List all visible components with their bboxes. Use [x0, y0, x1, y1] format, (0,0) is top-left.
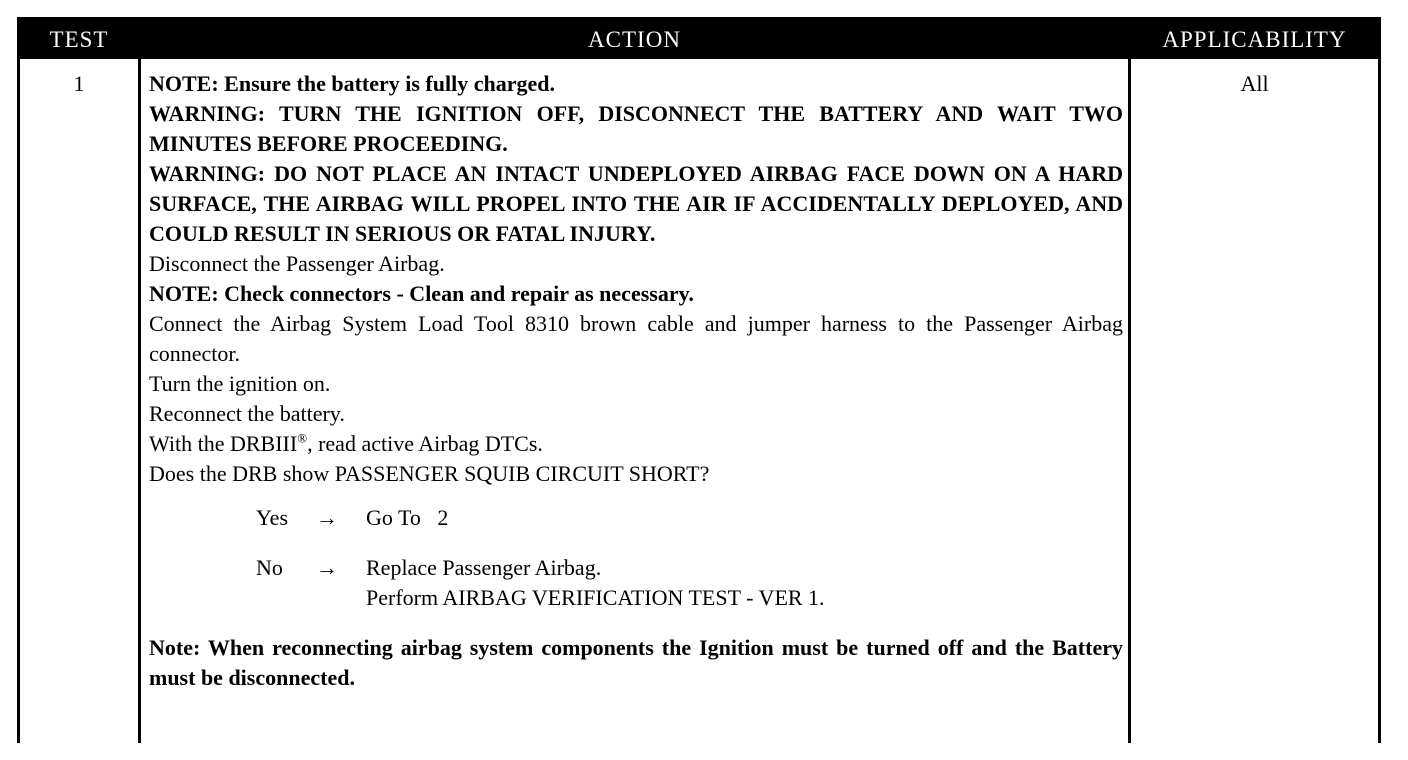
diagnostic-table [17, 17, 1381, 743]
branch-no-target [366, 553, 1123, 613]
branch-yes [256, 503, 1123, 533]
step-ignition-on: Turn the ignition on. [149, 371, 331, 396]
branch-no-target-line2: Perform AIRBAG VERIFICATION TEST - VER 1. [366, 585, 825, 610]
read-dtcs-prefix: With the DRBIII [149, 431, 298, 456]
arrow-right-icon: → [316, 505, 338, 530]
note-connectors: NOTE: Check connectors - Clean and repair as necessary. [149, 281, 694, 306]
test-number: 1 [73, 71, 85, 96]
column-divider [138, 59, 141, 743]
column-divider [1128, 59, 1131, 743]
header-test: TEST [49, 27, 109, 52]
branch-no-answer: No [256, 555, 283, 580]
step-reconnect: Reconnect the battery. [149, 401, 345, 426]
branch-yes-target: Go To 2 [366, 505, 449, 530]
note-battery: NOTE: Ensure the battery is fully charged. [149, 71, 555, 96]
warning-airbag: WARNING: DO NOT PLACE AN INTACT UNDEPLOYED AIRBAG FACE DOWN ON A HARD SURFACE, THE AIRBAG WILL PROPEL INTO THE AIR IF ACCIDENTALLY DEPLOYED, AND COULD RESULT IN SERIOUS OR FATAL INJURY. [149, 161, 1123, 246]
branch-yes-answer: Yes [256, 505, 289, 530]
step-connect-tool: Connect the Airbag System Load Tool 8310 brown cable and jumper harness to the Passenger Airbag connector. [149, 311, 1123, 366]
branch-list [256, 503, 1123, 613]
warning-ignition: WARNING: TURN THE IGNITION OFF, DISCONNECT THE BATTERY AND WAIT TWO MINUTES BEFORE PROCEEDING. [149, 101, 1123, 156]
step-read-dtcs [149, 429, 1123, 459]
step-disconnect: Disconnect the Passenger Airbag. [149, 251, 445, 276]
question: Does the DRB show PASSENGER SQUIB CIRCUIT SHORT? [149, 461, 710, 486]
header-action: ACTION [588, 27, 681, 52]
branch-no-target-line1: Replace Passenger Airbag. [366, 555, 602, 580]
final-note: Note: When reconnecting airbag system components the Ignition must be turned off and the Battery must be disconnected. [149, 635, 1123, 690]
registered-mark: ® [297, 430, 308, 446]
table-row [20, 59, 1378, 743]
action-cell [149, 69, 1123, 693]
branch-no [256, 553, 1123, 613]
read-dtcs-suffix: , read active Airbag DTCs. [307, 431, 543, 456]
arrow-right-icon: → [316, 555, 338, 580]
applicability-value: All [1240, 71, 1269, 96]
table-header [20, 20, 1378, 59]
header-applicability: APPLICABILITY [1162, 27, 1347, 52]
